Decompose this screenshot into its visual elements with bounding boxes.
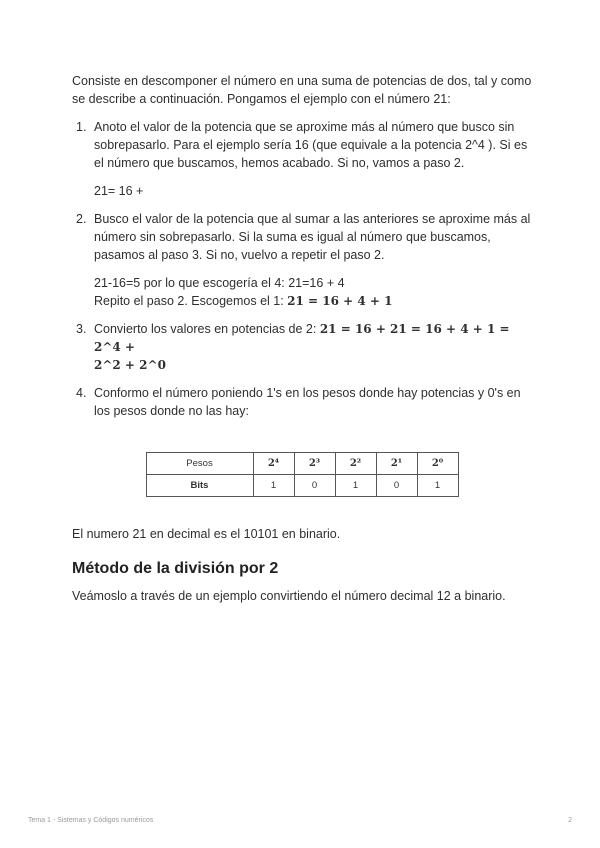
step-text: Conformo el número poniendo 1's en los pesos donde hay potencias y 0's en los pesos donde no las hay: <box>94 386 521 418</box>
weights-row-label: Pesos <box>146 453 253 475</box>
step-example-prefix: Repito el paso 2. Escogemos el 1: <box>94 294 288 308</box>
list-item <box>72 384 532 420</box>
conclusion-paragraph: El numero 21 en decimal es el 10101 en binario. <box>72 527 341 541</box>
step-number: 2. <box>76 212 87 226</box>
list-item <box>72 320 532 374</box>
section-heading: Método de la división por 2 <box>72 560 279 577</box>
weight-cell: 2³ <box>294 453 335 475</box>
bit-cell: 0 <box>294 475 335 497</box>
page-number: 2 <box>568 817 572 824</box>
step-example: 21-16=5 por lo que escogería el 4: 21=16 + 4 <box>94 276 345 290</box>
page-footer <box>28 812 572 830</box>
step-formula: 21 = 16 + 21 = 16 + 4 + 1 = 2^4 + <box>94 322 510 354</box>
bit-cell: 1 <box>253 475 294 497</box>
step-prefix: Convierto los valores en potencias de 2: <box>94 322 320 336</box>
weights-table-wrapper <box>72 452 532 497</box>
weight-cell: 2² <box>335 453 376 475</box>
bit-cell: 0 <box>376 475 417 497</box>
weight-cell: 2¹ <box>376 453 417 475</box>
section-paragraph: Veámoslo a través de un ejemplo convirtiendo el número decimal 12 a binario. <box>72 589 506 603</box>
footer-document-title: Tema 1 - Sistemas y Códigos numéricos <box>28 817 154 824</box>
bit-cell: 1 <box>335 475 376 497</box>
steps-list <box>72 118 532 420</box>
list-item <box>72 118 532 200</box>
step-formula-continued: 2^2 + 2^0 <box>94 358 166 372</box>
list-item <box>72 210 532 310</box>
page-content <box>72 72 532 605</box>
bit-cell: 1 <box>417 475 458 497</box>
step-text <box>94 320 532 374</box>
table-row <box>146 475 458 497</box>
weight-cell: 2⁴ <box>253 453 294 475</box>
bits-row-label: Bits <box>146 475 253 497</box>
step-number: 3. <box>76 322 87 336</box>
step-text: Busco el valor de la potencia que al sumar a las anteriores se aproxime más al número sin sobrepasarlo. Si la suma es igual al número que buscamos, pasamos al paso 3. Si no, vuelvo a repetir el paso 2. <box>94 212 531 262</box>
step-example-repeat <box>94 292 532 310</box>
step-text: Anoto el valor de la potencia que se aproxime más al número que busco sin sobrepasarlo. Para el ejemplo sería 16 (que equivale a la potencia 2^4 ). Si es el número que buscamos, hemos acabado. Si no, vamos a paso 2. <box>94 120 528 170</box>
step-number: 4. <box>76 386 87 400</box>
weights-table <box>146 452 459 497</box>
step-example: 21= 16 + <box>94 184 144 198</box>
step-example-formula: 21 = 16 + 4 + 1 <box>287 294 393 308</box>
table-row <box>146 453 458 475</box>
weight-cell: 2⁰ <box>417 453 458 475</box>
intro-paragraph: Consiste en descomponer el número en una suma de potencias de dos, tal y como se describe a continuación. Pongamos el ejemplo con el número 21: <box>72 74 532 106</box>
step-number: 1. <box>76 120 87 134</box>
